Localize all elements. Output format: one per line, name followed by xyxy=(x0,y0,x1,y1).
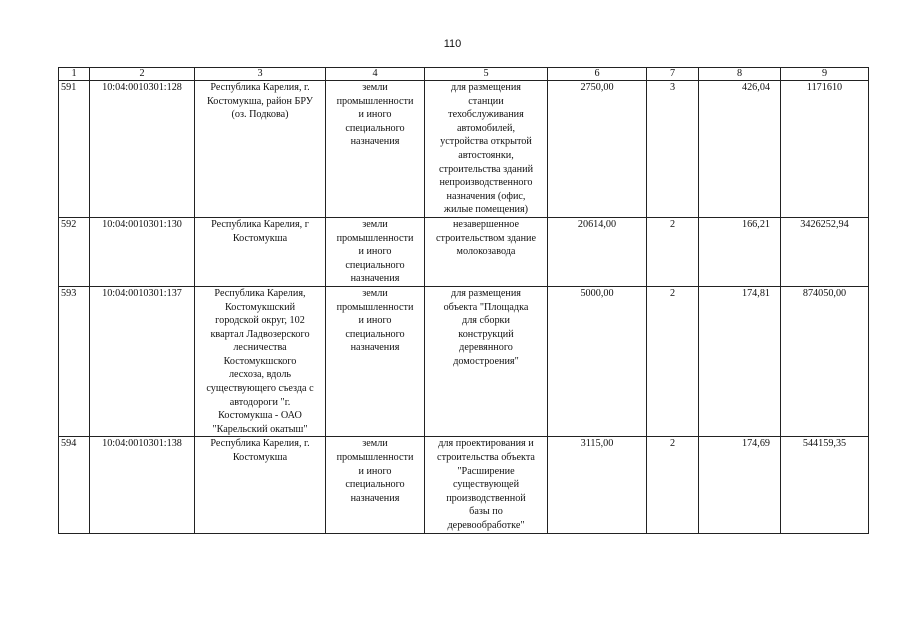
location: Республика Карелия, г Костомукша xyxy=(195,217,326,286)
row-number: 592 xyxy=(59,217,90,286)
permitted-use: для проектирования и строительства объекта "Расширение существующей производственной базы по деревообработке" xyxy=(425,437,548,533)
permitted-use: для размещения станции техобслуживания автомобилей, устройства открытой автостоянки, строительства зданий непроизводственного назначения (офис, жилые помещения) xyxy=(425,81,548,218)
area: 2750,00 xyxy=(548,81,647,218)
header-col-3: 3 xyxy=(195,68,326,81)
land-category: земли промышленности и иного специального назначения xyxy=(326,286,425,437)
header-col-9: 9 xyxy=(781,68,869,81)
land-category: земли промышленности и иного специального назначения xyxy=(326,81,425,218)
col-9-value: 874050,00 xyxy=(781,286,869,437)
land-plots-table xyxy=(58,67,869,534)
col-7-value: 2 xyxy=(647,286,699,437)
land-category: земли промышленности и иного специального назначения xyxy=(326,437,425,533)
table-row xyxy=(59,81,869,218)
cadastral-number: 10:04:0010301:130 xyxy=(90,217,195,286)
row-number: 593 xyxy=(59,286,90,437)
cadastral-number: 10:04:0010301:138 xyxy=(90,437,195,533)
table-row xyxy=(59,437,869,533)
col-8-value: 174,69 xyxy=(699,437,781,533)
col-7-value: 3 xyxy=(647,81,699,218)
header-col-1: 1 xyxy=(59,68,90,81)
col-9-value: 3426252,94 xyxy=(781,217,869,286)
cadastral-number: 10:04:0010301:137 xyxy=(90,286,195,437)
area: 5000,00 xyxy=(548,286,647,437)
land-category: земли промышленности и иного специального назначения xyxy=(326,217,425,286)
location: Республика Карелия, г. Костомукша, район БРУ (оз. Подкова) xyxy=(195,81,326,218)
header-col-5: 5 xyxy=(425,68,548,81)
cadastral-number: 10:04:0010301:128 xyxy=(90,81,195,218)
location: Республика Карелия, Костомукшский городской округ, 102 квартал Ладвозерского лесничества Костомукшского лесхоза, вдоль существующего съезда с автодороги "г. Костомукша - ОАО "Карельский окатыш" xyxy=(195,286,326,437)
header-col-8: 8 xyxy=(699,68,781,81)
col-7-value: 2 xyxy=(647,217,699,286)
header-col-7: 7 xyxy=(647,68,699,81)
col-7-value: 2 xyxy=(647,437,699,533)
col-9-value: 1171610 xyxy=(781,81,869,218)
area: 20614,00 xyxy=(548,217,647,286)
area: 3115,00 xyxy=(548,437,647,533)
col-8-value: 426,04 xyxy=(699,81,781,218)
table-row xyxy=(59,286,869,437)
permitted-use: для размещения объекта "Площадка для сборки конструкций деревянного домостроения" xyxy=(425,286,548,437)
col-8-value: 166,21 xyxy=(699,217,781,286)
header-col-4: 4 xyxy=(326,68,425,81)
row-number: 594 xyxy=(59,437,90,533)
location: Республика Карелия, г. Костомукша xyxy=(195,437,326,533)
col-9-value: 544159,35 xyxy=(781,437,869,533)
header-col-2: 2 xyxy=(90,68,195,81)
header-col-6: 6 xyxy=(548,68,647,81)
header-row xyxy=(59,68,869,81)
page-number: 110 xyxy=(443,38,462,50)
permitted-use: незавершенное строительством здание молокозавода xyxy=(425,217,548,286)
col-8-value: 174,81 xyxy=(699,286,781,437)
row-number: 591 xyxy=(59,81,90,218)
table-row xyxy=(59,217,869,286)
